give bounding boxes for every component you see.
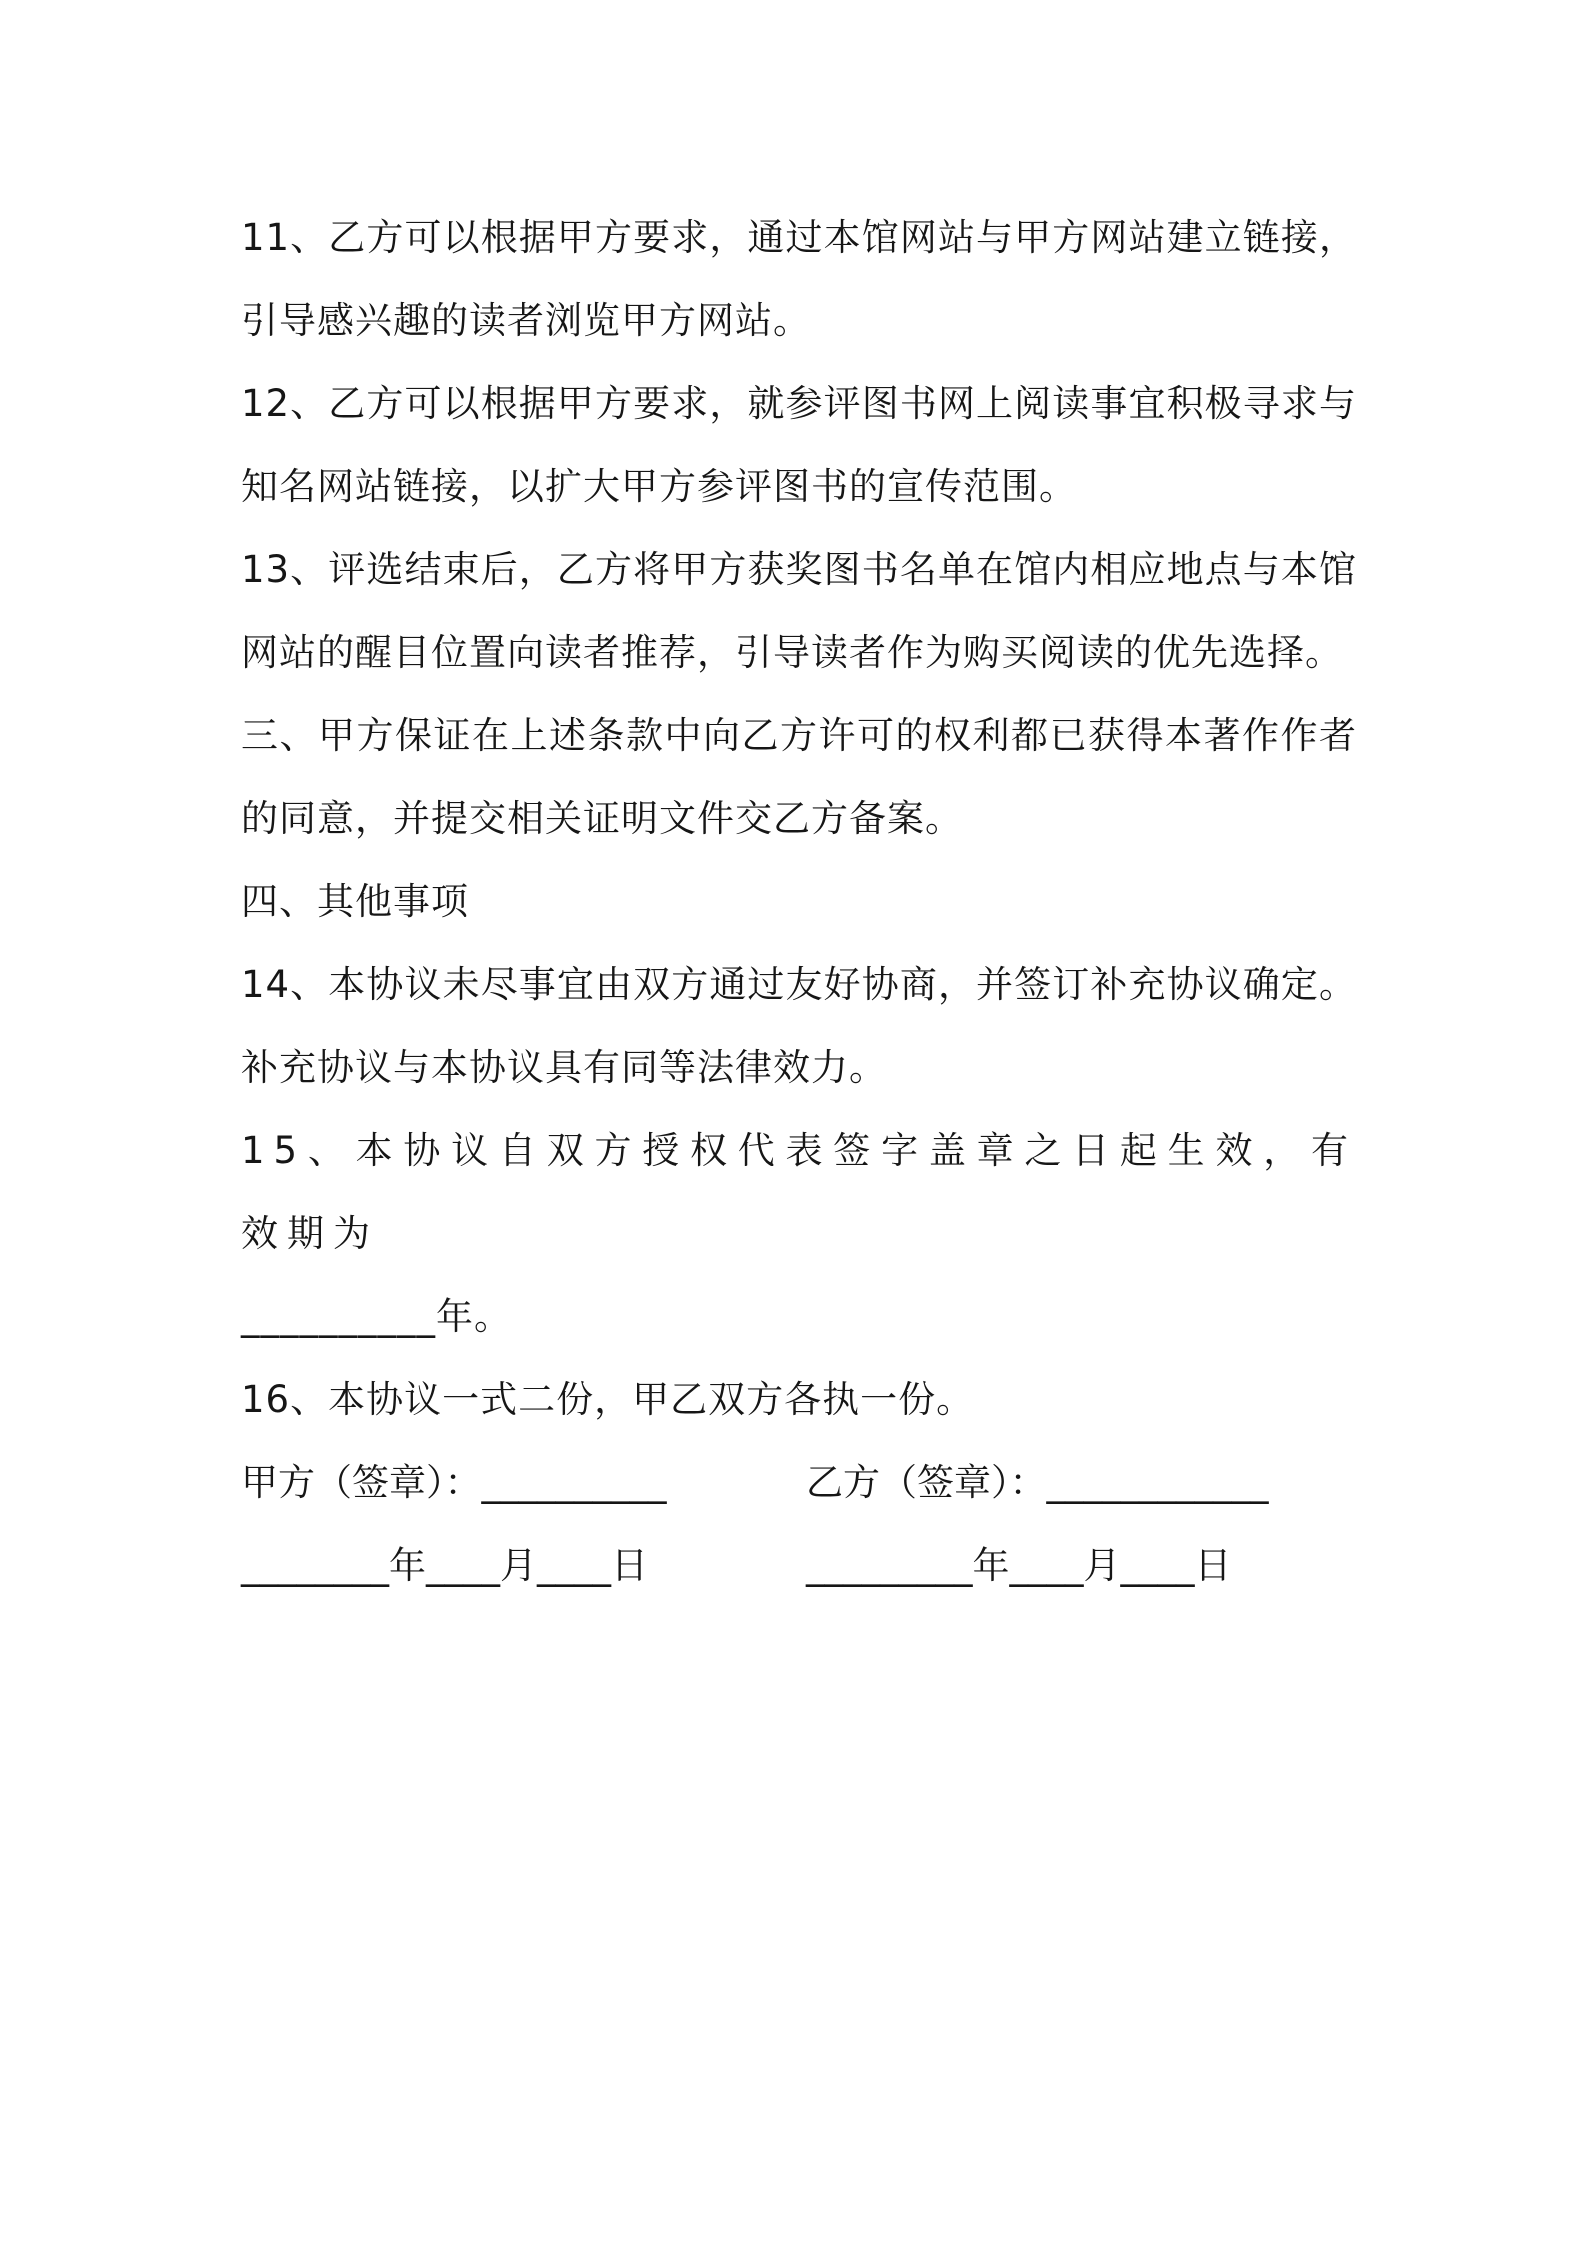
- party-a-signature-label: 甲方（签章）：__________: [241, 1461, 667, 1504]
- clause-13: 13、评选结束后，乙方将甲方获奖图书名单在馆内相应地点与本馆网站的醒目位置向读者推荐，引导读者作为购买阅读的优先选择。: [241, 548, 1357, 674]
- clause-15-line-2: __________年。: [241, 1295, 512, 1338]
- clause-14: 14、本协议未尽事宜由双方通过友好协商，并签订补充协议确定。补充协议与本协议具有同等法律效力。: [241, 963, 1357, 1089]
- clause-15: [241, 1109, 1357, 1358]
- clause-16: 16、本协议一式二份，甲乙双方各执一份。: [241, 1378, 975, 1421]
- party-a-date: ________年____月____日: [241, 1544, 648, 1587]
- date-row: [241, 1524, 1357, 1607]
- party-b-date: _________年____月____日: [806, 1544, 1232, 1587]
- clause-15-line-1: 15、本协议自双方授权代表签字盖章之日起生效，有效期为: [241, 1129, 1357, 1255]
- section-three: 三、甲方保证在上述条款中向乙方许可的权利都已获得本著作作者的同意，并提交相关证明文件交乙方备案。: [241, 714, 1357, 840]
- clause-11: 11、乙方可以根据甲方要求，通过本馆网站与甲方网站建立链接，引导感兴趣的读者浏览甲方网站。: [241, 216, 1357, 342]
- signature-row: [241, 1441, 1357, 1524]
- clause-12: 12、乙方可以根据甲方要求，就参评图书网上阅读事宜积极寻求与知名网站链接，以扩大甲方参评图书的宣传范围。: [241, 382, 1357, 508]
- document-body: [241, 196, 1357, 1607]
- party-b-signature-label: 乙方（签章）：____________: [806, 1461, 1269, 1504]
- section-four-heading: 四、其他事项: [241, 880, 469, 923]
